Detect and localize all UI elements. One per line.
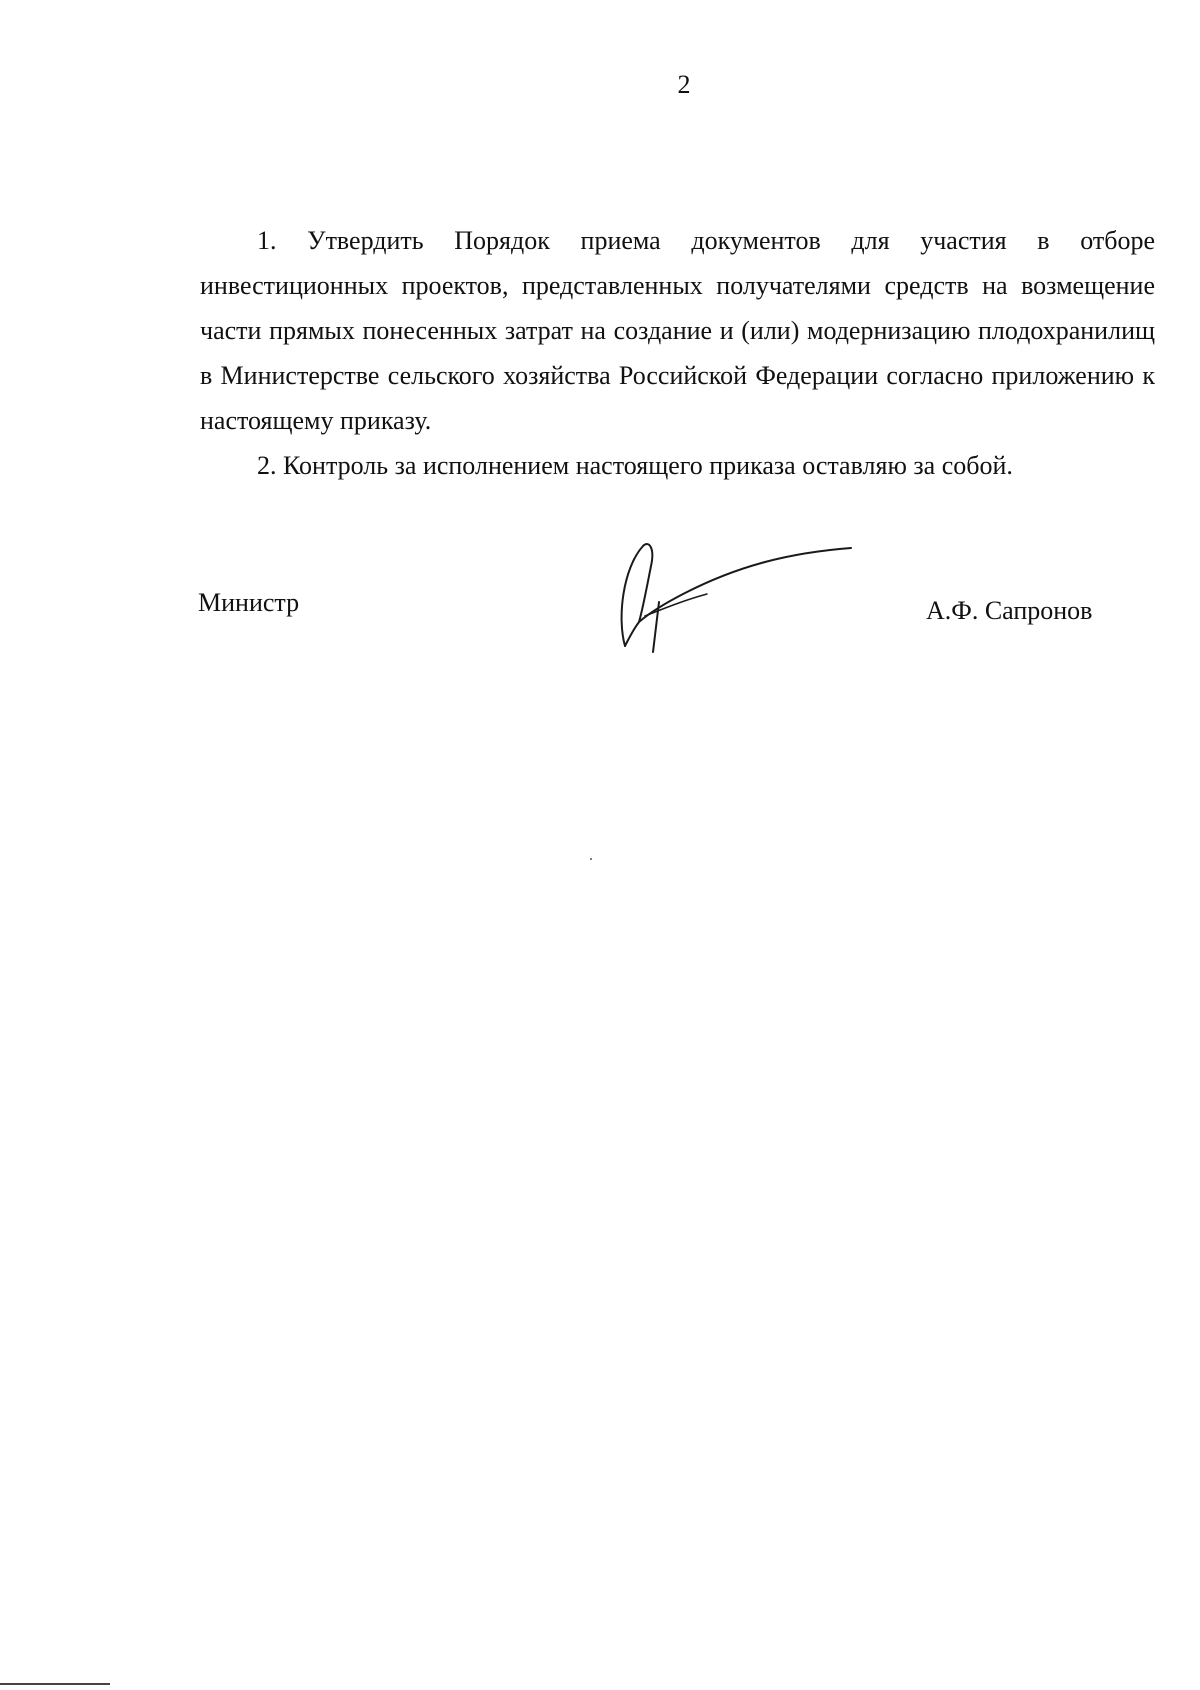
scan-speck [590, 858, 592, 860]
page-number: 2 [677, 70, 691, 99]
signatory-position: Министр [198, 588, 300, 617]
paragraph-1: 1. Утвердить Порядок приема документов для участия в отборе инвестиционных проектов, представленных получателями средств на возмещение части прямых понесенных затрат на создание и (или) модернизацию плодохранилищ в Министерстве сельского хозяйства Российской Федерации согласно приложению к настоящему приказу. [200, 226, 1155, 435]
order-body [200, 218, 1155, 488]
paragraph-2: 2. Контроль за исполнением настоящего приказа оставляю за собой. [257, 451, 1013, 480]
handwritten-signature [615, 538, 855, 654]
scan-edge-mark [0, 1683, 110, 1685]
signatory-name: А.Ф. Сапронов [926, 596, 1093, 625]
